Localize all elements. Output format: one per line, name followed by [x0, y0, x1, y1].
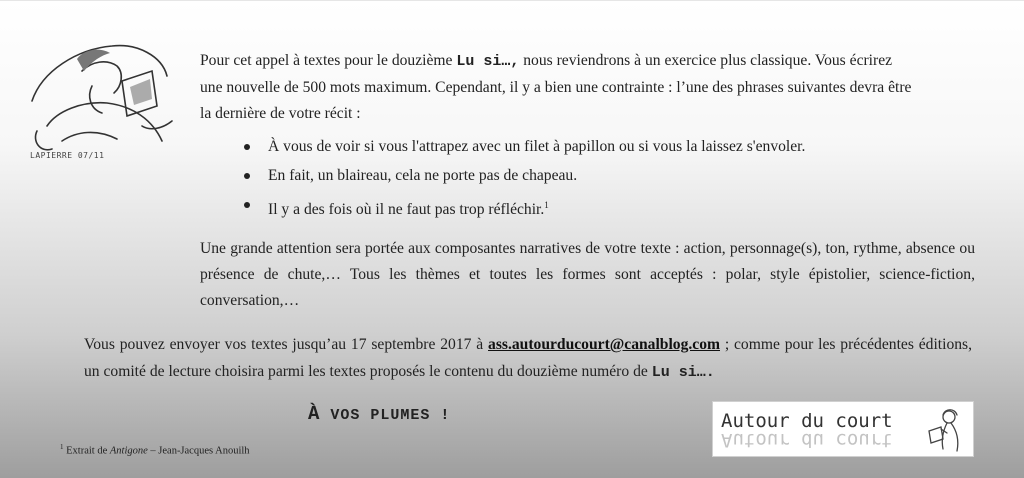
intro-paragraph — [200, 48, 975, 127]
intro-prefix: Pour cet appel à textes pour le douzième — [200, 52, 457, 69]
list-item — [230, 163, 970, 192]
reading-figure-icon — [915, 405, 967, 455]
sketch-signature: LAPIERRE 07/11 — [30, 151, 105, 160]
sentence-3: Il y a des fois où il ne faut pas trop réfléchir. — [268, 201, 545, 219]
constraint-sentences-list — [230, 134, 970, 221]
intro-line3: la dernière de votre récit : — [200, 105, 361, 122]
intro-suffix: nous reviendrons à un exercice plus classique. Vous écrirez — [519, 52, 893, 69]
autour-du-court-logo — [712, 401, 974, 457]
intro-line2: une nouvelle de 500 mots maximum. Cependant, il y a bien une contrainte : l’une des phrases suivantes devra être — [200, 79, 912, 96]
reader-sketch-illustration — [22, 31, 182, 166]
footnote-suffix: – Jean-Jacques Anouilh — [147, 445, 250, 457]
footnote — [60, 443, 250, 457]
footnote-number: 1 — [60, 443, 64, 451]
footnote-ref: 1 — [544, 200, 549, 210]
sentence-2: En fait, un blaireau, cela ne porte pas de chapeau. — [268, 167, 578, 184]
list-item — [230, 192, 970, 221]
submission-prefix: Vous pouvez envoyer vos textes jusqu’au 17 septembre 2017 à — [84, 336, 489, 353]
logo-text: Autour du court — [721, 410, 893, 432]
footnote-work: Antigone — [109, 445, 148, 457]
closing-slogan — [308, 403, 450, 425]
footnote-prefix: Extrait de — [63, 445, 110, 457]
email-link[interactable]: ass.autourducourt@canalblog.com — [488, 336, 720, 353]
narrative-paragraph: Une grande attention sera portée aux composantes narratives de votre texte : action, personnage(s), ton, rythme, absence ou présence de chute,… Tous les thèmes et toutes les formes sont acceptés : polar, style épistolier, science-fiction, conversation,… — [200, 240, 975, 309]
lusi-title-end: Lu si…. — [651, 364, 715, 381]
lusi-title: Lu si…, — [456, 53, 520, 70]
closing-big-a: À — [308, 403, 321, 425]
logo-reflection: Autour du court — [721, 429, 893, 451]
submission-mid: ; comme pour les précédentes éditions, un comité de lecture choisira parmi les textes proposés le contenu du douzième numéro de — [84, 336, 973, 380]
sentence-1: À vous de voir si vous l'attrapez avec un filet à papillon ou si vous la laissez s'envoler. — [268, 138, 806, 155]
closing-rest: VOS PLUMES ! — [320, 407, 451, 424]
list-item — [230, 134, 970, 163]
submission-paragraph — [84, 332, 972, 386]
